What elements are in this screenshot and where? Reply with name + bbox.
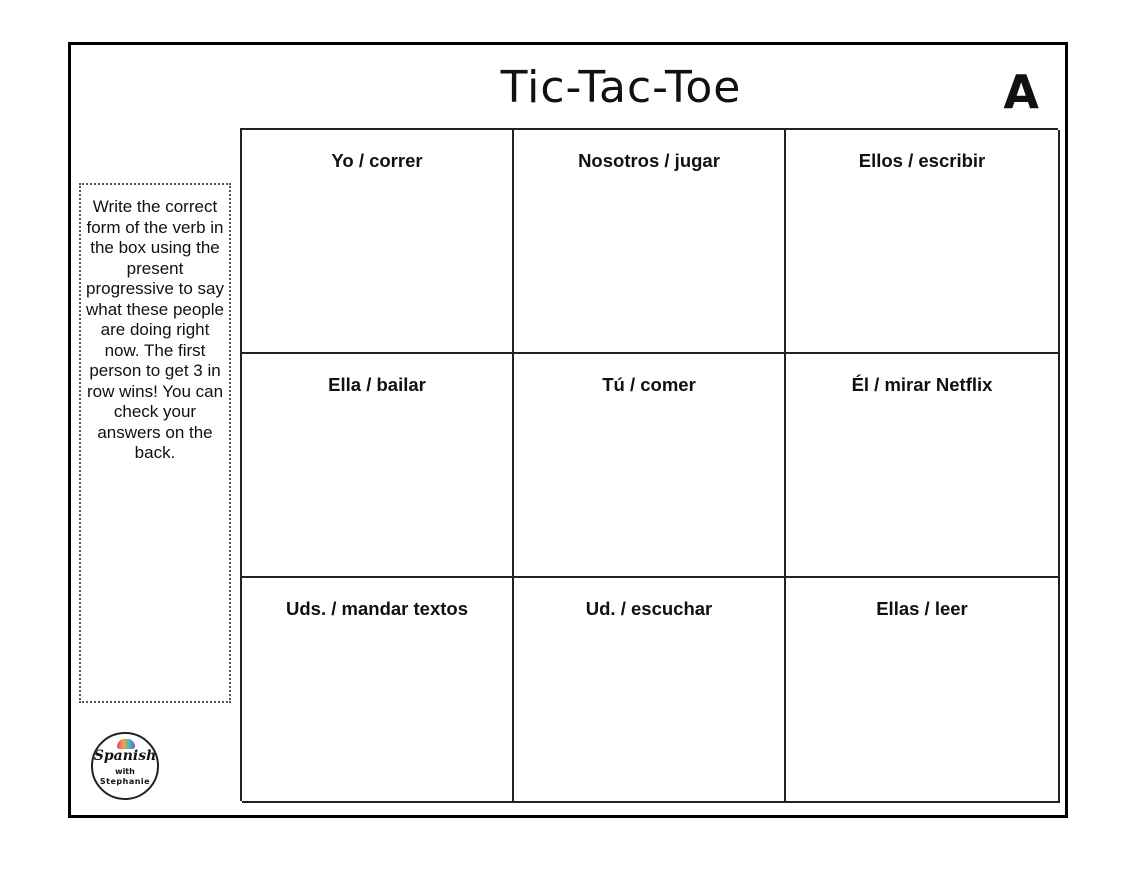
grid-cell-7[interactable]: Uds. / mandar textos [242,578,514,803]
spanish-with-stephanie-logo [91,732,159,800]
worksheet [68,42,1068,818]
grid-cell-6[interactable]: Él / mirar Netflix [786,354,1060,578]
grid-cell-9[interactable]: Ellas / leer [786,578,1060,803]
logo-name-text: Stephanie [99,777,151,786]
grid-cell-4[interactable]: Ella / bailar [242,354,514,578]
grid-cell-2[interactable]: Nosotros / jugar [514,130,786,354]
instructions-box: Write the correct form of the verb in the box using the present progressive to say what these people are doing right now. The first person to get 3 in row wins! You can check your answers on the back. [79,183,231,703]
logo-main-text: Spanish [93,748,157,764]
version-label: A [1003,65,1039,119]
grid-cell-1[interactable]: Yo / correr [242,130,514,354]
grid-cell-5[interactable]: Tú / comer [514,354,786,578]
logo-with-text: with [115,767,135,776]
grid-cell-8[interactable]: Ud. / escuchar [514,578,786,803]
grid-cell-3[interactable]: Ellos / escribir [786,130,1060,354]
tic-tac-toe-grid [240,128,1058,801]
worksheet-title: Tic-Tac-Toe [500,62,742,113]
